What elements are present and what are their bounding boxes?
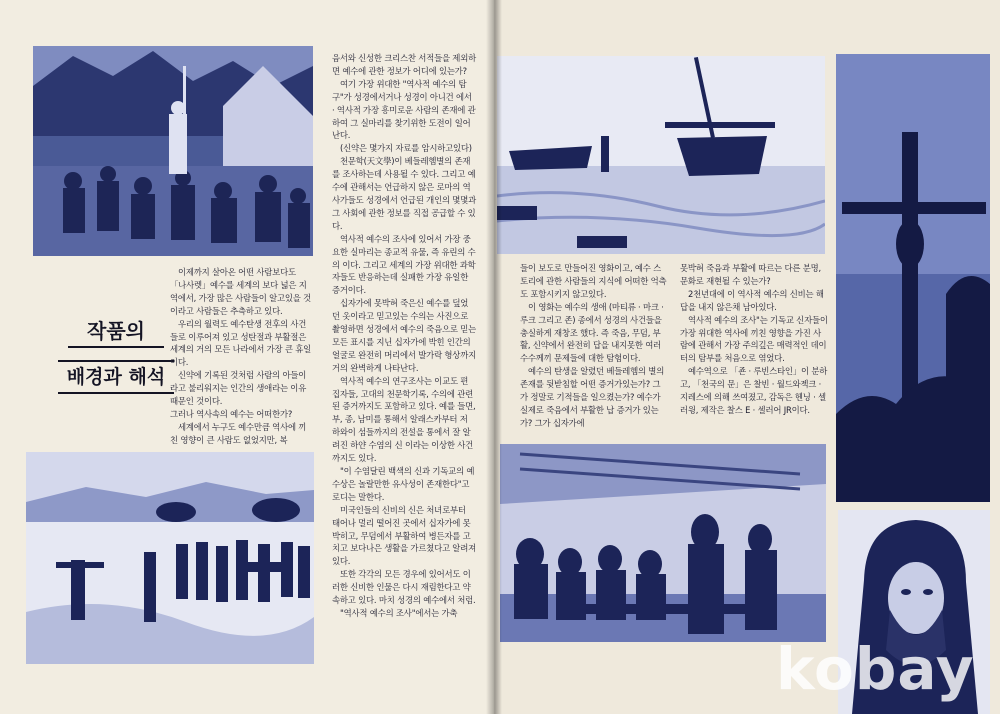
paragraph: 미국인들의 신비의 신은 처녀로부터 태어나 멀리 떨어진 곳에서 십자가에 못박히고, 무덤에서 부활하여 병든자를 고치고 보다나은 생활을 가르쳤다고 알려져 있다.: [332, 504, 476, 567]
page-gutter: [486, 0, 502, 714]
article-column-left: [170, 266, 312, 447]
right-page: [494, 0, 1000, 714]
paragraph: 역사적 예수의 조사"는 기독교 신자들이 가장 위대한 역사에 끼친 영향을 가진 사람에 관해서 가장 주의깊은 매력적인 데이터의 탐부를 처음으로 엮었다.: [680, 314, 828, 364]
paragraph: 우리의 월력도 예수탄생 전후의 사건들로 이루어져 있고 성탄절과 부활절은 세계의 거의 모든 나라에서 가장 큰 휴일이다.: [170, 318, 312, 368]
paragraph: 세계에서 누구도 예수만큼 역사에 끼친 영향이 큰 사람도 없었지만, 복: [170, 421, 307, 445]
paragraph: 또한 각각의 모든 경우에 있어서도 이러한 신비한 인물은 다시 재림한다고 약속하고 있다. 마치 성경의 예수에서 처럼.: [332, 569, 476, 606]
paragraph: 들이 보도로 만들어진 영화이고, 예수 스토리에 관한 사람들의 지식에 어떠한 억측도 포함시키지 않고있다.: [520, 263, 667, 299]
article-column-right-page-1: [520, 262, 668, 430]
paragraph: "역사적 예수의 조사"에서는 가축: [340, 607, 458, 618]
paragraph: 역사적 예수의 조사에 있어서 가장 중요한 실마리는 종교적 유물, 즉 유린의 수의 이다. 그리고 세계의 가장 위대한 과학자들도 반응하는데 실패한 가장 유일한 증거이다.: [332, 233, 476, 296]
section-heading: [58, 318, 174, 394]
photo-crowd-gathering: [33, 46, 313, 256]
left-page: [0, 0, 494, 714]
paragraph: (신약은 몇가지 자료를 암시하고있다): [340, 143, 472, 154]
paragraph: 신약에 기록된 것처럼 사람의 아들이라고 불리워지는 인간의 생애라는 이유때문인 것이다.: [170, 370, 307, 407]
photo-boat-sea: [497, 56, 825, 254]
paragraph: 2천년대에 이 역사적 예수의 신비는 해답을 내지 않은채 남아있다.: [680, 288, 824, 312]
watermark-logo: kobay: [776, 635, 975, 703]
photo-soldiers-march: [26, 452, 314, 664]
paragraph: "이 수염달린 백색의 신과 기독교의 예수상은 놀랄만한 유사성이 존재한다"고 로디는 말한다.: [332, 466, 475, 502]
paragraph: 이 영화는 예수의 생애 (마티류 · 마크 · 루크 그리고 존) 종에서 성경의 사건들을 충실하게 재창조 했다. 즉 죽음, 무덤, 부활, 신약에서 완전히 답을 내지못한 여러 수수께끼 문제들에 대한 탐험이다.: [520, 301, 664, 364]
paragraph: 예수역으로 「죤 · 루빈스타인」이 분하고, 「천국의 문」은 찰빈 · 월드와젝크 · 지레스에 의해 쓰여졌고, 감독은 헨닝 · 셀러윙, 제작은 찰스 E · 셀러어 JR이다.: [680, 366, 828, 415]
heading-line-2: 배경과 해석: [58, 360, 174, 394]
heading-line-1: 작품의: [68, 318, 164, 348]
photo-gathering-room: [500, 444, 826, 642]
article-column-right-page-2: [680, 262, 828, 417]
paragraph: 못박혀 죽음과 부활에 따르는 다른 분명, 문화로 재현될 수 있는가?: [680, 263, 822, 286]
paragraph: 천문학(天文學)이 베들레헴별의 존재를 조사하는데 사용될 수 있다. 그리고 예수에 관해서는 언급하지 않은 로마의 역사가들도 성경에서 언급된 개인의 몇몇과 그 사회에 관한 정보를 직접 공급할 수 있다.: [332, 156, 476, 231]
paragraph: 십자가에 못박혀 죽은신 예수를 덮었던 옷이라고 믿고있는 수의는 사진으로 촬영하면 성경에서 예수의 죽음으로 믿는 모든 표시를 지닌 십자가에 박힌 인간의 얼굴로 완전히 머리에서 발가락 형상까지 거의 완벽하게 나타난다.: [332, 298, 476, 373]
paragraph: 이제까지 살아온 어떤 사람보다도 「나사렛」예수를 세계의 보다 넓은 지역에서, 가장 많은 사람들이 알고있을 것이라고 사람들은 추측하고 있다.: [170, 267, 312, 316]
paragraph: 역사적 예수의 연구조사는 이교도 편집자들, 고대의 천문학기록, 수의에 관련된 증거까지도 포함하고 있다. 예를 들면, 부, 종, 남미를 통해서 알래스카부터 저 하와이 섬들까지의 전설을 통에서 잘 알려진 하얀 수염의 신 이라는 이상한 사건까지도 있다.: [332, 375, 476, 464]
paragraph: 여기 가장 위대한 "역사적 예수의 탐구"가 성경에서거나 성경이 아니건 에서 · 역사적 가장 흥미로운 사람의 존재에 관하여 그 실마리를 찾기위한 도전이 일어난다.: [332, 78, 476, 141]
photo-crucifixion: [836, 54, 990, 502]
article-column-right: [332, 52, 476, 620]
paragraph: 예수의 탄생을 알렸던 베들레헴의 별의 존재를 뒷받침할 어떤 증거가있는가? 그가 정말로 기적들을 일으켰는가? 예수가 실제로 죽음에서 부활한 납 증거가 있는가? 그가 십자가에: [520, 366, 665, 428]
paragraph: 음서와 신성한 크리스찬 서적들을 제외하면 예수에 관한 정보가 어디에 있는가?: [332, 53, 476, 76]
paragraph: 그러나 역사속의 예수는 어떠한가?: [170, 408, 293, 419]
